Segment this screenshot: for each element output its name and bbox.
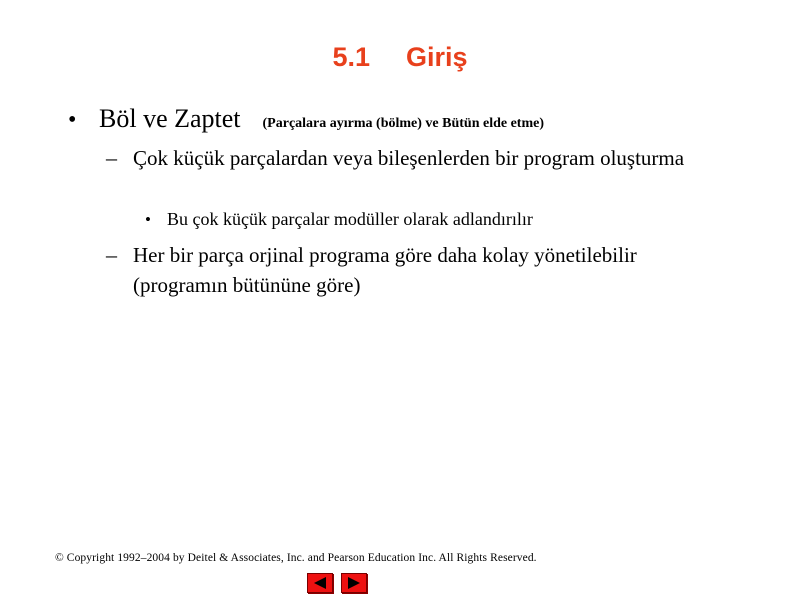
bullet-text [99, 104, 544, 139]
sub-sub-bullet-text: Bu çok küçük parçalar modüller olarak adlandırılır [167, 209, 533, 229]
sub-bullet-text: Çok küçük parçalardan veya bileşenlerden bir program oluşturma [133, 146, 685, 170]
sub-bullet-text: Her bir parça orjinal programa göre daha kolay yönetilebilir (programın bütününe göre) [133, 243, 637, 297]
sub-sub-bullet [145, 206, 745, 233]
copyright-footer: © Copyright 1992–2004 by Deitel & Associates, Inc. and Pearson Education Inc. All Rights Reserved. [55, 552, 537, 564]
slide-title [0, 42, 800, 73]
sub-bullet [106, 240, 726, 300]
dash-marker: – [106, 242, 117, 267]
title-text: Giriş [406, 42, 468, 72]
sub-bullet [106, 143, 726, 173]
triangle-right-icon [347, 577, 361, 589]
dash-marker: – [106, 145, 117, 170]
bullet-marker-small: • [145, 210, 151, 229]
triangle-left-icon [313, 577, 327, 589]
title-number: 5.1 [332, 42, 370, 72]
bullet-marker: • [68, 107, 77, 133]
bullet-main-text: Böl ve Zaptet [99, 104, 241, 133]
bullet-level1 [68, 104, 768, 139]
next-slide-button[interactable] [341, 573, 367, 593]
previous-slide-button[interactable] [307, 573, 333, 593]
bullet-subtext: (Parçalara ayırma (bölme) ve Bütün elde etme) [262, 116, 544, 131]
